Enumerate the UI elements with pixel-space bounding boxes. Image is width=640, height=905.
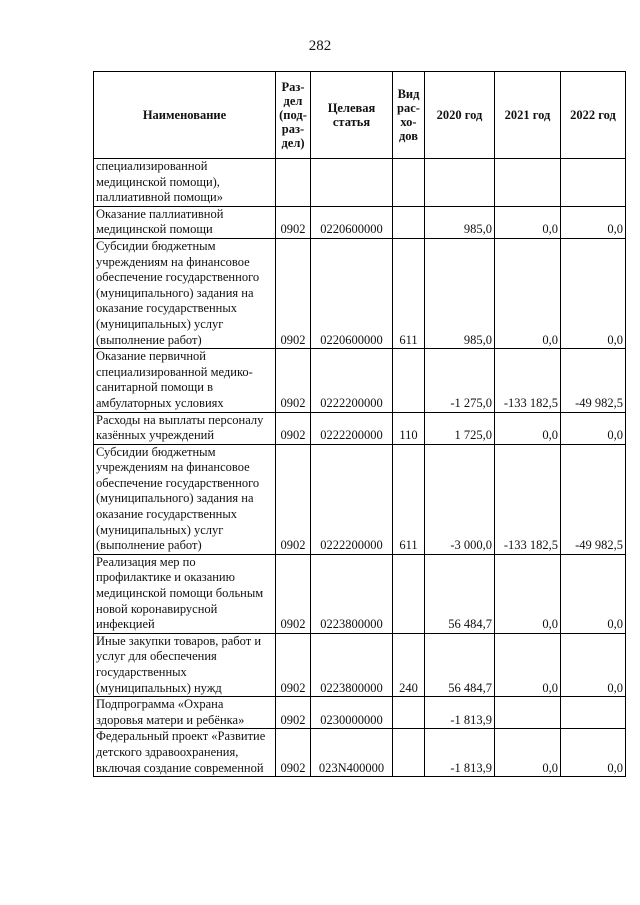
cell-2022: 0,0 xyxy=(561,554,626,633)
header-name: Наименование xyxy=(94,72,276,159)
cell-vid: 110 xyxy=(393,412,425,444)
cell-name: Федеральный проект «Развитие детского здравоохранения, включая создание современной xyxy=(94,729,276,777)
cell-2020: 985,0 xyxy=(425,238,495,348)
budget-table xyxy=(93,71,626,777)
cell-2022: 0,0 xyxy=(561,412,626,444)
cell-2020: 985,0 xyxy=(425,206,495,238)
cell-2021: -133 182,5 xyxy=(495,444,561,554)
cell-vid xyxy=(393,206,425,238)
cell-vid: 611 xyxy=(393,238,425,348)
table-row xyxy=(94,238,626,348)
table-row xyxy=(94,349,626,412)
cell-2022: -49 982,5 xyxy=(561,349,626,412)
cell-vid xyxy=(393,349,425,412)
cell-statya xyxy=(311,159,393,207)
cell-name: Субсидии бюджетным учреждениям на финансовое обеспечение государственного (муниципального) задания на оказание государственных (муниципальных) услуг (выполнение работ) xyxy=(94,444,276,554)
cell-2021: 0,0 xyxy=(495,729,561,777)
header-statya: Целевая статья xyxy=(311,72,393,159)
cell-name: Подпрограмма «Охрана здоровья матери и ребёнка» xyxy=(94,697,276,729)
header-razdel: Раз- дел (под- раз- дел) xyxy=(276,72,311,159)
table-row xyxy=(94,729,626,777)
cell-2021: 0,0 xyxy=(495,554,561,633)
cell-vid: 240 xyxy=(393,633,425,696)
cell-statya: 0220600000 xyxy=(311,206,393,238)
table-row xyxy=(94,554,626,633)
cell-2022 xyxy=(561,159,626,207)
cell-statya: 0222200000 xyxy=(311,412,393,444)
table-row xyxy=(94,633,626,696)
cell-name: Расходы на выплаты персоналу казённых учреждений xyxy=(94,412,276,444)
cell-2020 xyxy=(425,159,495,207)
cell-razdel: 0902 xyxy=(276,697,311,729)
table-row xyxy=(94,697,626,729)
cell-2021: 0,0 xyxy=(495,633,561,696)
cell-2022 xyxy=(561,697,626,729)
cell-2022: 0,0 xyxy=(561,729,626,777)
cell-vid xyxy=(393,697,425,729)
header-2020: 2020 год xyxy=(425,72,495,159)
cell-2020: 1 725,0 xyxy=(425,412,495,444)
table-row xyxy=(94,206,626,238)
table-row xyxy=(94,159,626,207)
table-header-row xyxy=(94,72,626,159)
cell-2021 xyxy=(495,697,561,729)
cell-2020: 56 484,7 xyxy=(425,633,495,696)
cell-razdel: 0902 xyxy=(276,444,311,554)
cell-statya: 0222200000 xyxy=(311,349,393,412)
cell-2021: 0,0 xyxy=(495,412,561,444)
cell-2022: 0,0 xyxy=(561,633,626,696)
cell-name: Иные закупки товаров, работ и услуг для обеспечения государственных (муниципальных) нужд xyxy=(94,633,276,696)
cell-razdel: 0902 xyxy=(276,554,311,633)
cell-2020: -1 813,9 xyxy=(425,697,495,729)
cell-2022: 0,0 xyxy=(561,238,626,348)
table-row xyxy=(94,412,626,444)
cell-statya: 0223800000 xyxy=(311,554,393,633)
cell-2020: -3 000,0 xyxy=(425,444,495,554)
cell-2020: -1 275,0 xyxy=(425,349,495,412)
cell-2021: -133 182,5 xyxy=(495,349,561,412)
table-body xyxy=(94,159,626,777)
cell-2022: -49 982,5 xyxy=(561,444,626,554)
cell-vid xyxy=(393,554,425,633)
header-vid: Вид рас- хо- дов xyxy=(393,72,425,159)
cell-name: Субсидии бюджетным учреждениям на финансовое обеспечение государственного (муниципального) задания на оказание государственных (муниципальных) услуг (выполнение работ) xyxy=(94,238,276,348)
cell-2021 xyxy=(495,159,561,207)
cell-razdel: 0902 xyxy=(276,238,311,348)
cell-vid xyxy=(393,729,425,777)
cell-statya: 0220600000 xyxy=(311,238,393,348)
cell-razdel xyxy=(276,159,311,207)
cell-2021: 0,0 xyxy=(495,238,561,348)
cell-2020: -1 813,9 xyxy=(425,729,495,777)
cell-name: Оказание паллиативной медицинской помощи xyxy=(94,206,276,238)
cell-name: Оказание первичной специализированной медико-санитарной помощи в амбулаторных условиях xyxy=(94,349,276,412)
cell-statya: 023N400000 xyxy=(311,729,393,777)
cell-name: специализированной медицинской помощи), паллиативной помощи» xyxy=(94,159,276,207)
page-number: 282 xyxy=(308,38,332,54)
cell-2021: 0,0 xyxy=(495,206,561,238)
cell-2022: 0,0 xyxy=(561,206,626,238)
cell-razdel: 0902 xyxy=(276,633,311,696)
header-2021: 2021 год xyxy=(495,72,561,159)
cell-razdel: 0902 xyxy=(276,206,311,238)
cell-razdel: 0902 xyxy=(276,412,311,444)
header-2022: 2022 год xyxy=(561,72,626,159)
cell-razdel: 0902 xyxy=(276,729,311,777)
cell-name: Реализация мер по профилактике и оказанию медицинской помощи больным новой коронавирусной инфекцией xyxy=(94,554,276,633)
table-row xyxy=(94,444,626,554)
cell-vid xyxy=(393,159,425,207)
cell-2020: 56 484,7 xyxy=(425,554,495,633)
cell-statya: 0223800000 xyxy=(311,633,393,696)
cell-statya: 0230000000 xyxy=(311,697,393,729)
cell-razdel: 0902 xyxy=(276,349,311,412)
cell-vid: 611 xyxy=(393,444,425,554)
cell-statya: 0222200000 xyxy=(311,444,393,554)
